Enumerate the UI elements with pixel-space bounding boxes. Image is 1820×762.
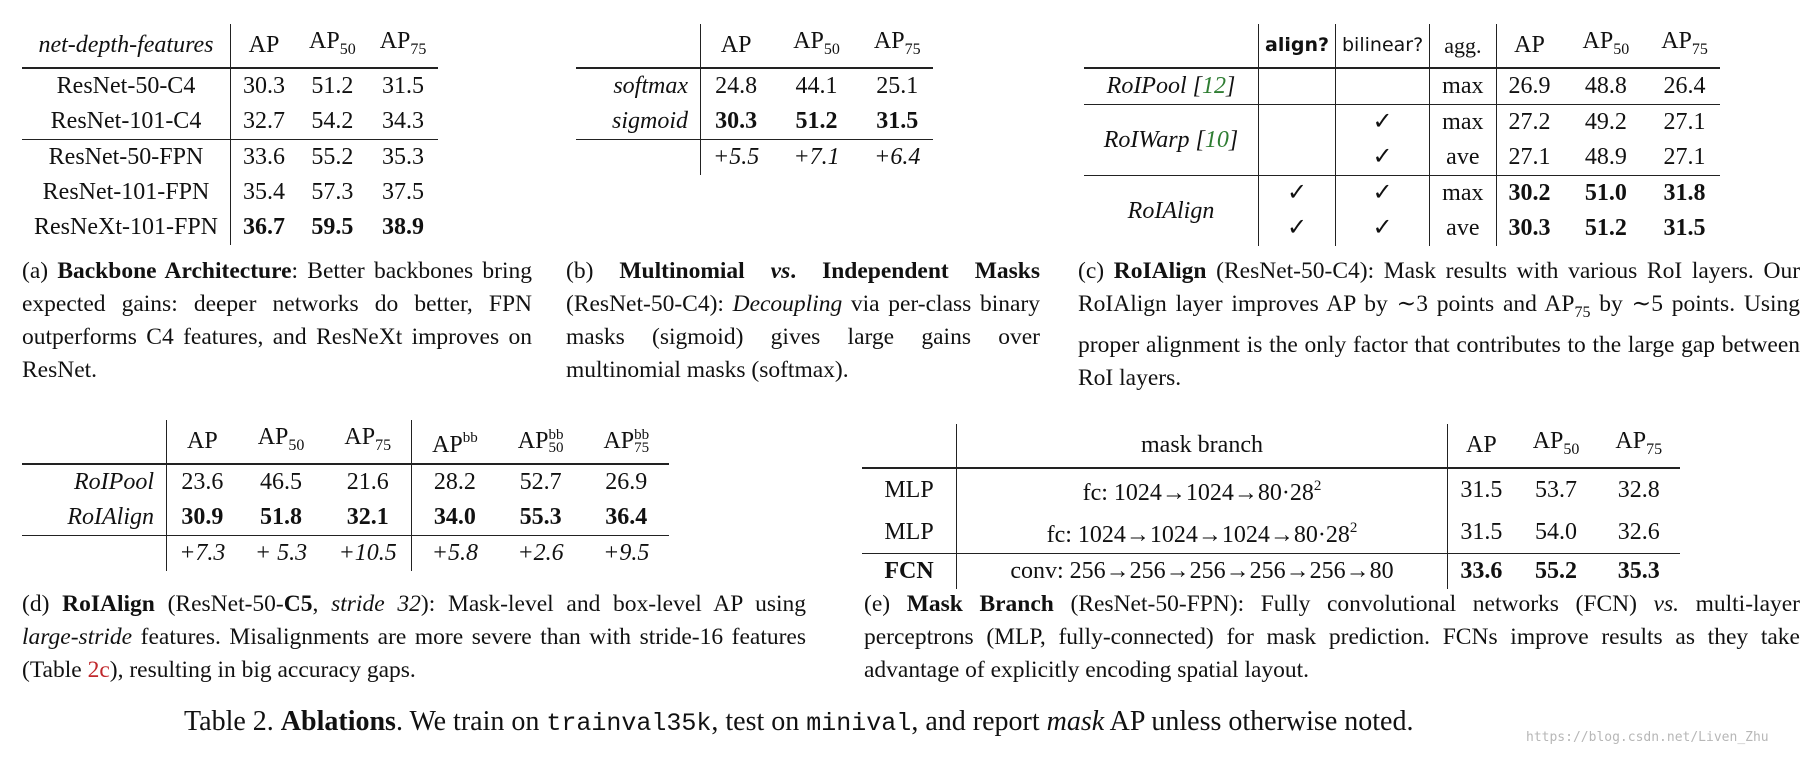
row-label: RoIPool (22, 464, 167, 500)
citation-link[interactable]: 12 (1201, 73, 1226, 99)
cell-ap75: 37.5 (382, 179, 425, 205)
cell-ap: 32.7 (243, 108, 285, 134)
delta-apbb75: +9.5 (603, 540, 650, 566)
cell-ap75: 25.1 (876, 73, 919, 99)
row-label-empty (22, 536, 167, 572)
delta-ap75: +6.4 (874, 144, 921, 170)
check-icon: ✓ (1336, 105, 1430, 141)
cell-ap50: 55.2 (311, 144, 354, 170)
cell-agg: ave (1430, 211, 1496, 246)
cell-ap50: 57.3 (311, 179, 354, 205)
cell-ap: 26.9 (1508, 73, 1551, 99)
cell-apbb50: 55.3 (519, 504, 562, 530)
delta-ap50: +7.1 (793, 144, 840, 170)
table-row (862, 468, 1680, 511)
cell-align (1259, 105, 1336, 141)
cell-ap50: 51.0 (1584, 180, 1627, 206)
row-label-empty (576, 140, 701, 176)
table-row (576, 68, 933, 104)
table-c-header-ap75: $AP_{75}$ (1661, 28, 1708, 58)
cell-ap75: 32.1 (324, 500, 411, 536)
delta-ap: +7.3 (179, 540, 226, 566)
table-a-wrapper (22, 24, 438, 245)
cell-ap50: 44.1 (795, 73, 838, 99)
table-row (1084, 105, 1720, 141)
table-c-header-ap50: $AP_{50}$ (1582, 28, 1630, 58)
caption-a: (a) Backbone Architecture: Better backbones bring expected gains: deeper networks do better, FPN outperforms C4 features, and ResNeXt improves on ResNet. (22, 258, 532, 383)
table-c-header-agg: agg. (1430, 24, 1496, 68)
delta-apbb50: +2.6 (517, 540, 564, 566)
check-icon: ✓ (1336, 211, 1430, 246)
table-a-header-ap50: $AP_{50}$ (309, 28, 356, 58)
cell-ap50: 59.5 (311, 214, 354, 240)
cell-ap75: 38.9 (382, 214, 425, 240)
table-d-header-apbb50: APbb 50 (517, 427, 564, 457)
table-row (22, 500, 669, 536)
table-c-header-empty (1084, 24, 1259, 68)
caption-d: (d) RoIAlign (ResNet-50-C5, stride 32): Mask-level and box-level AP using large-stride features. Misalignments are more severe than with stride-16 features (Table 2c), resulting in big accuracy gaps. (22, 591, 807, 683)
caption-c: (c) RoIAlign (ResNet-50-C4): Mask results with various RoI layers. Our RoIAlign layer improves AP by ∼3 points and $AP_{75}$ by ∼5 points. Using proper alignment is the only factor that contributes to the large gap between RoI layers. (1078, 258, 1801, 391)
row-label: sigmoid (576, 104, 701, 140)
table-b (576, 24, 933, 175)
table-d-header-ap: AP (187, 428, 218, 454)
cell-ap75: 31.8 (1663, 180, 1706, 206)
cell-ap: 30.9 (181, 504, 224, 530)
cell-ap75: 27.1 (1663, 109, 1706, 135)
cell-apbb: 34.0 (433, 504, 476, 530)
table-d-header-apbb75: APbb 75 (603, 427, 650, 457)
table-row (22, 464, 669, 500)
cell-ap50: 51.2 (795, 108, 838, 134)
delta-apbb: +5.8 (431, 540, 478, 566)
table-delta-row (22, 536, 669, 572)
table-row (862, 554, 1680, 590)
cell-ap50: 51.8 (260, 504, 303, 530)
cell-ap: 30.3 (243, 73, 285, 99)
row-label: RoIAlign (1084, 176, 1259, 247)
cell-ap75: 27.1 (1663, 144, 1706, 170)
cell-ap75: 35.3 (382, 144, 425, 170)
row-label: ResNet-101-C4 (22, 104, 231, 140)
cell-ap: 33.6 (1460, 558, 1503, 584)
table-e-header-ap: AP (1466, 432, 1497, 458)
cell-ap: 24.8 (715, 73, 758, 99)
cell-ap50: 51.2 (1584, 215, 1627, 241)
citation-link[interactable]: 10 (1204, 126, 1229, 153)
cell-branch: conv: 256→256→256→256→256→80 (957, 554, 1448, 590)
cell-apbb75: 36.4 (605, 504, 648, 530)
table-row (1084, 176, 1720, 212)
cell-ap75: 34.3 (382, 108, 425, 134)
check-icon: ✓ (1259, 211, 1336, 246)
row-label: ResNeXt-101-FPN (22, 210, 231, 245)
table-e-wrapper (862, 424, 1680, 589)
cell-ap: 31.5 (1460, 518, 1503, 545)
cell-ap: 30.2 (1508, 180, 1551, 206)
delta-ap75: +10.5 (324, 536, 411, 572)
table-a (22, 24, 438, 245)
table-row (22, 210, 438, 245)
cell-ap: 27.2 (1508, 109, 1551, 135)
table-row (22, 175, 438, 210)
row-label: RoIPool [12] (1084, 68, 1259, 105)
cell-ap: 27.1 (1508, 144, 1551, 170)
cell-ap50: 48.8 (1584, 73, 1627, 99)
table-row (1084, 68, 1720, 105)
cell-ap50: 48.9 (1584, 144, 1627, 170)
table-c-header-bilinear: bilinear? (1336, 24, 1430, 68)
row-label: MLP (862, 511, 957, 554)
cell-ap: 23.6 (181, 469, 224, 495)
cell-ap: 33.6 (243, 144, 285, 170)
cell-ap75: 32.6 (1617, 518, 1660, 545)
row-label: ResNet-50-C4 (22, 68, 231, 104)
cell-apbb50: 52.7 (519, 469, 562, 495)
table-b-header-ap: AP (720, 32, 752, 58)
table-d-wrapper (22, 420, 669, 571)
table-d-header-ap75: $AP_{75}$ (324, 420, 411, 464)
cell-branch: fc: $1024\to 1024\to 80\cdot 28^2$ (957, 468, 1448, 511)
cell-ap: 35.4 (243, 179, 285, 205)
table-row (22, 140, 438, 176)
table-d-header-ap50: $AP_{50}$ (257, 424, 305, 454)
cell-agg: ave (1430, 140, 1496, 176)
check-icon: ✓ (1336, 140, 1430, 176)
table-e (862, 424, 1680, 589)
row-label: RoIWarp [10] (1084, 105, 1259, 176)
cell-ap50: 46.5 (260, 469, 303, 495)
cell-ap75: 21.6 (324, 464, 411, 500)
cell-branch: fc: $1024\to 1024\to 1024\to 80\cdot 28^2$ (957, 511, 1448, 554)
row-label: ResNet-101-FPN (22, 175, 231, 210)
table-c-header-ap: AP (1514, 32, 1545, 58)
table-a-header-ap75: $AP_{75}$ (379, 28, 427, 58)
table-e-header-branch: mask branch (957, 424, 1448, 468)
cell-align (1259, 68, 1336, 105)
table-ref-link[interactable]: 2c (87, 657, 110, 683)
caption-e: (e) Mask Branch (ResNet-50-FPN): Fully convolutional networks (FCN) vs. multi-layer perceptrons (MLP, fully-connected) for mask prediction. FCNs improve results as they take advantage of explicitly encoding spatial layout. (864, 591, 1801, 683)
cell-ap50: 54.2 (311, 108, 354, 134)
cell-agg: max (1430, 105, 1496, 141)
cell-ap: 30.3 (1508, 215, 1551, 241)
row-label: softmax (576, 68, 701, 104)
cell-apbb: 28.2 (433, 469, 476, 495)
table-row (22, 104, 438, 140)
cell-ap75: 31.5 (382, 73, 425, 99)
cell-agg: max (1430, 68, 1496, 105)
table-row (22, 68, 438, 104)
table-row (862, 511, 1680, 554)
cell-ap75: 32.8 (1617, 476, 1660, 503)
cell-ap50: 53.7 (1535, 476, 1578, 503)
watermark: https://blog.csdn.net/Liven_Zhu (1526, 730, 1769, 745)
delta-ap: +5.5 (713, 144, 760, 170)
row-label: MLP (862, 468, 957, 511)
table-e-header-ap75: $AP_{75}$ (1615, 428, 1663, 458)
delta-ap50: + 5.3 (254, 540, 308, 566)
table-b-header-ap75: $AP_{75}$ (873, 28, 921, 58)
cell-ap50: 54.0 (1535, 518, 1578, 545)
table-b-wrapper (576, 24, 933, 175)
cell-align (1259, 140, 1336, 176)
cell-apbb75: 26.9 (605, 469, 648, 495)
cell-ap: 31.5 (1460, 476, 1503, 503)
cell-ap50: 49.2 (1584, 109, 1627, 135)
table-b-header-ap50: $AP_{50}$ (793, 28, 840, 58)
table-row (576, 104, 933, 140)
cell-ap50: 55.2 (1535, 558, 1578, 584)
cell-ap75: 35.3 (1617, 558, 1660, 584)
table-c-header-align: align? (1259, 24, 1336, 68)
row-label: FCN (862, 554, 957, 590)
cell-bilinear (1336, 68, 1430, 105)
cell-ap75: 31.5 (1663, 215, 1706, 241)
check-icon: ✓ (1336, 176, 1430, 212)
table-e-header-empty (862, 424, 957, 468)
cell-ap75: 31.5 (876, 108, 919, 134)
row-label: ResNet-50-FPN (22, 140, 231, 176)
check-icon: ✓ (1259, 176, 1336, 212)
row-label: RoIAlign (22, 500, 167, 536)
main-caption: Table 2. Ablations. We train on trainval35k, test on minival, and report mask AP unless otherwise noted. (184, 706, 1414, 738)
cell-ap50: 51.2 (311, 73, 354, 99)
table-c (1084, 24, 1720, 246)
table-a-header-first: net-depth-features (22, 24, 231, 68)
caption-b: (b) Multinomial vs. Independent Masks (ResNet-50-C4): Decoupling via per-class binary masks (sigmoid) gives large gains over multinomial masks (softmax). (566, 258, 1040, 383)
cell-ap: 36.7 (243, 214, 285, 240)
table-delta-row (576, 140, 933, 176)
cell-ap: 30.3 (715, 108, 758, 134)
table-d-header-apbb: $AP^{bb}$ (432, 429, 478, 458)
table-b-header-empty (576, 24, 701, 68)
cell-ap75: 26.4 (1663, 73, 1706, 99)
table-a-header-ap: AP (248, 32, 280, 58)
table-d (22, 420, 669, 571)
cell-agg: max (1430, 176, 1496, 212)
table-c-wrapper (1084, 24, 1720, 246)
table-e-header-ap50: $AP_{50}$ (1532, 428, 1580, 458)
table-d-header-empty (22, 420, 167, 464)
